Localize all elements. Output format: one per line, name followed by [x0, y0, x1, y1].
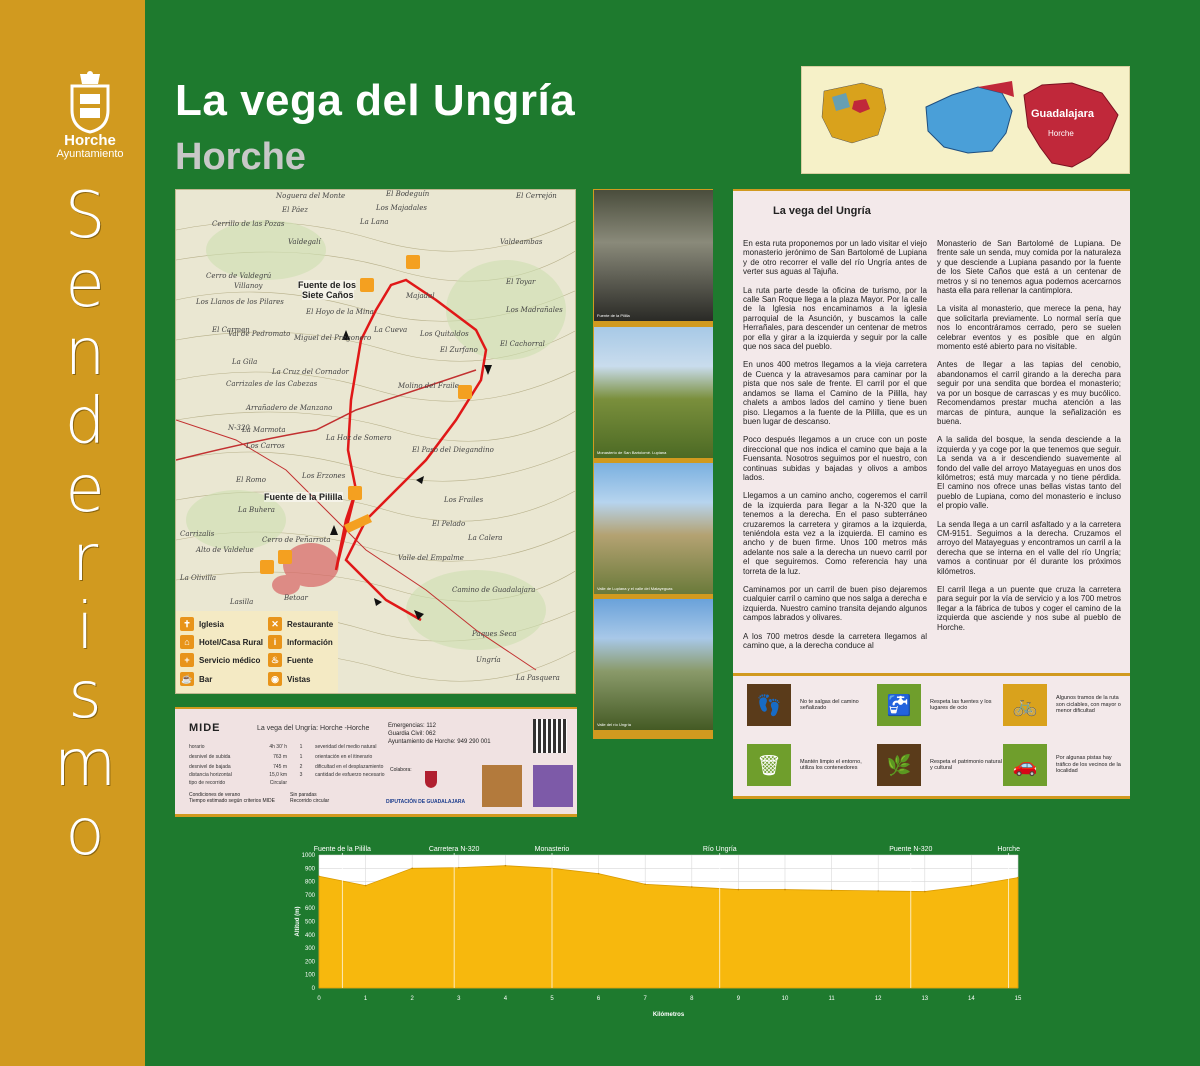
topo-label: Los Quitaldos [420, 330, 469, 338]
letter: s [68, 658, 102, 733]
vertical-word-senderismo [30, 179, 140, 870]
rule-text: Respeta el patrimonio natural y cultural [930, 758, 1002, 771]
paragraph: A los 700 metros desde la carretera llegamos al camino que, a la derecha conduce al [743, 631, 927, 651]
car-icon: 🚗 [1003, 744, 1047, 786]
topo-label: Noguera del Monte [276, 192, 346, 200]
rule-text: Algunos tramos de la ruta son ciclables, con mayor o menor dificultad [1056, 695, 1121, 715]
photo-caption: Fuente de la Pililla [597, 313, 630, 318]
legend-item: ◉ Vistas [268, 672, 310, 686]
topo-label: Cerrillo de las Pozas [212, 220, 285, 228]
topo-label: Molino del Fraile [398, 382, 459, 390]
route-arrow [374, 598, 382, 606]
contact-info: Emergencias: 112 Guardia Civil: 062 Ayuntamiento de Horche: 949 290 001 [388, 723, 491, 745]
legend-item: ⌂ Hotel/Casa Rural [180, 635, 263, 649]
letter: n [64, 316, 106, 390]
y-tick-label: 0 [311, 986, 315, 992]
elevation-point [738, 889, 740, 891]
map-label-siete-canos: Siete Caños [302, 290, 354, 300]
y-tick-label: 700 [304, 892, 315, 899]
photo-caption: Monasterio de San Bartolomé. Lupiana [597, 450, 667, 455]
bar-icon: ☕ [180, 672, 194, 686]
elevation-point [691, 886, 693, 888]
map-hotel-icon [260, 560, 274, 574]
mide-row: distancia horizontal 15,0 km 3 cantidad de esfuerzo necesario [189, 772, 385, 778]
x-tick-label: 4 [503, 996, 508, 1002]
elevation-point [411, 868, 413, 870]
church-icon: ✝ [180, 617, 194, 631]
letter: r [71, 521, 99, 596]
topo-label: El Toyar [506, 278, 536, 286]
paragraph: La senda llega a un carril asfaltado y a la carretera CM-9151. Seguimos a la derecha. Cruzamos el arroyo del Matayeguas y encontramos un carril a la derecha que se interna en el valle del río Ungría; vamos a continuar por él durante los próximos kilómetros. [937, 519, 1121, 576]
paragraph: Caminamos por un carril de buen piso dejaremos cualquier carril o camino que nos salga a derecha e izquierda. Nuestro camino transita dejando algunos campos labrados y olivares. [743, 585, 927, 623]
locator-map [801, 66, 1130, 174]
topo-label: La Lana [360, 218, 389, 226]
mide-info-box [175, 707, 577, 817]
elevation-point [598, 873, 600, 875]
topo-label: El Carmen [212, 326, 250, 334]
topo-label: Majadal [406, 292, 435, 300]
elevation-point [365, 885, 367, 887]
annotation-label: Carretera N-320 [428, 846, 480, 853]
x-tick-label: 10 [781, 996, 789, 1002]
qr-code-icon[interactable] [533, 719, 567, 753]
topo-label: El Romo [236, 476, 266, 484]
x-tick-label: 3 [457, 996, 461, 1002]
road-label: N-320 [228, 424, 250, 432]
topo-label: Carrizalis [180, 530, 215, 538]
letter: e [65, 453, 105, 527]
topo-label: Carrizales de las Cabezas [226, 380, 318, 388]
paragraph: Antes de llegar a las tapias del cenobio, abandonamos el carril girando a la derecha para seguir por una sendita que bordea el monasterio; va por un bosque de carrascas y es muy bucólico. Recomendamos prestar mucha atención a las marcas de pintura, aunque la señalización es buena. [937, 360, 1121, 426]
mide-row: horario 4h 30' h 1 severidad del medio natural [189, 744, 377, 750]
info-icon: i [268, 635, 282, 649]
photo-caption: Valle del río Ungría [597, 722, 631, 727]
y-axis-label: Altitud (m) [295, 906, 301, 937]
rule-item [877, 684, 1002, 726]
y-tick-label: 500 [304, 919, 315, 926]
topo-label: La Cueva [374, 326, 408, 334]
x-tick-label: 14 [968, 996, 975, 1002]
topo-label: El Zurfano [440, 346, 478, 354]
topo-label: La Olivilla [180, 574, 217, 582]
y-tick-label: 300 [304, 946, 315, 953]
photo-thumbnail [482, 765, 522, 807]
fountain-icon: ♨ [268, 653, 282, 667]
legend-item: ✝ Iglesia [180, 617, 224, 631]
y-tick-label: 200 [304, 959, 315, 966]
paragraph: El carril llega a un puente que cruza la carretera para seguir por la vía de servicio y a los 700 metros llegar a la fábrica de tubos y coger el camino de la izquierda que asciende y nos sube al pueblo de Horche. [937, 585, 1121, 632]
x-tick-label: 11 [828, 996, 835, 1002]
map-church-icon [278, 550, 292, 564]
letter: e [65, 247, 105, 322]
topo-label: Arrañadero de Manzano [246, 404, 333, 412]
spain-province-map-icon [802, 67, 1131, 175]
mide-stops: Sin paradas Recorrido circular [290, 792, 330, 804]
topo-label: Camino de Guadalajara [452, 586, 536, 594]
topo-label: Val de Pedromato [228, 330, 291, 338]
paragraph: Llegamos a un camino ancho, cogeremos el carril de la izquierda para llegar a la N-320 que la tenemos a la derecha. En el paso subterráneo cruzaremos la carretera y giramos a la izquierda, teniéndola esta vez a la izquierda. El camino es ancho y de buen firme. Unos 100 metros más adelante nos sale a la derecha un nuevo carril por el que seguiremos. Como referencia hay una torreta de la luz. [743, 491, 927, 576]
route-arrow [330, 525, 338, 535]
letter: o [65, 795, 105, 870]
rule-item [1003, 684, 1128, 726]
mide-tag: MIDE [189, 722, 221, 734]
x-tick-label: 7 [643, 996, 647, 1002]
description-column-1 [743, 239, 927, 659]
mide-row: desnivel de bajada 745 m 2 dificultad en el desplazamiento [189, 764, 384, 770]
trash-icon: 🗑 [747, 744, 791, 786]
letter: S [64, 179, 106, 253]
mide-conditions: Condiciones de verano Tiempo estimado según criterios MIDE [189, 792, 275, 804]
topo-label: Valdeambas [500, 238, 543, 246]
topo-label: Valle del Empalme [398, 554, 464, 562]
coat-of-arms-icon [423, 769, 439, 789]
x-tick-label: 12 [874, 996, 882, 1002]
topo-label: Los Madrañales [506, 306, 563, 314]
topo-label: La Buhera [238, 506, 275, 514]
map-label-siete-canos: Fuente de los [298, 280, 357, 290]
map-label-pililla: Fuente de la Pililla [264, 492, 343, 502]
topo-label: La Gila [232, 358, 258, 366]
viewpoint-icon: ◉ [268, 672, 282, 686]
rule-text: Respeta las fuentes y los lugares de ocio [930, 698, 992, 711]
tap-icon: 🚰 [877, 684, 921, 726]
rule-text: Por algunas pistas hay tráfico de los vecinos de la localidad [1056, 755, 1121, 775]
paragraph: Monasterio de San Bartolomé de Lupiana. De frente sale un senda, muy comida por la naturaleza y que desciende a Lupiana pasando por la fuente de los Siete Caños que está a un centenar de metros y si no tenemos agua podemos acercarnos hasta ella para rellenar la cantimplora. [937, 239, 1121, 296]
letter: i [76, 590, 94, 664]
hotel-icon: ⌂ [180, 635, 194, 649]
topo-label: Miguel del Pregonero [294, 334, 372, 342]
x-axis-label: Kilómetros [652, 1012, 685, 1018]
topo-label: La Pasquera [516, 674, 560, 682]
logo-subtitle: Ayuntamiento [56, 148, 124, 160]
legend-item: + Servicio médico [180, 653, 260, 667]
topo-label: Los Erzones [302, 472, 346, 480]
legend-item: i Información [268, 635, 333, 649]
topo-label: El Cachorral [500, 340, 545, 348]
topo-label: Villanoy [234, 282, 263, 290]
senderismo-logo [533, 765, 573, 807]
annotation-label: Horche [997, 846, 1020, 853]
route-description-panel [733, 189, 1130, 673]
route-arrow [416, 476, 424, 484]
letter: m [53, 727, 117, 801]
paragraph: En unos 400 metros llegamos a la vieja carretera de Cuenca y la atravesamos para caminar por la pista que nos sale de frente. El carril por el que andamos se llama el Camino de la Pililla, hay chalets a ambos lados del camino y tiene buen piso. Llegamos a la fuente de la Pililla, que es un buen lugar de descanso. [743, 360, 927, 426]
paragraph: A la salida del bosque, la senda desciende a la izquierda y ya coge por la que tenemos que seguir. La senda va a ir descendiendo suavemente al fondo del valle del arroyo Matayeguas en unos dos kilómetros; está muy marcada y no tiene pérdida. El camino nos ofrece unas bellas vistas tanto del pueblo de Lupiana, como del monasterio e incluso el propio valle. [937, 435, 1121, 511]
diputacion-label: DIPUTACIÓN DE GUADALAJARA [386, 799, 466, 805]
trail-rules-panel [733, 673, 1130, 799]
collaborators-label: Colabora: [390, 767, 412, 773]
topo-label: Los Llanos de los Pilares [196, 298, 284, 306]
mide-row: tipo de recorrido Circular [189, 780, 287, 786]
elevation-point [877, 890, 879, 892]
topo-label: Los Carros [246, 442, 285, 450]
logo-name: Horche [64, 132, 116, 149]
photo-strip [593, 189, 713, 739]
bicycle-icon: 🚲 [1003, 684, 1047, 726]
map-fountain-icon [406, 255, 420, 269]
rule-item [1003, 744, 1128, 786]
x-tick-label: 0 [317, 996, 321, 1002]
topo-label: Cerro de Peñarrota [262, 536, 331, 544]
rule-item [747, 744, 872, 786]
x-tick-label: 8 [690, 996, 694, 1002]
elevation-point [458, 867, 460, 869]
elevation-point [971, 885, 973, 887]
mide-route-name: La vega del Ungría: Horche -Horche [257, 725, 370, 732]
elevation-profile-chart [289, 838, 1030, 1020]
y-tick-label: 1000 [301, 853, 315, 859]
elevation-point [644, 883, 646, 885]
footprints-icon: 👣 [747, 684, 791, 726]
topo-label: El Bodeguín [386, 190, 430, 198]
map-fountain-icon [348, 486, 362, 500]
legend-item: ✕ Restaurante [268, 617, 333, 631]
page-subtitle: Horche [175, 136, 306, 178]
topo-label: La Hoz de Somero [326, 434, 392, 442]
letter: d [64, 384, 106, 459]
elevation-point [924, 891, 926, 893]
left-ochre-strip [0, 0, 145, 1066]
photo-caption: Valle de Lupiana y el valle del Matayeguas [597, 586, 673, 591]
annotation-label: Puente N-320 [889, 846, 933, 853]
rule-item [877, 744, 1002, 786]
route-arrow [484, 365, 492, 375]
paragraph: Poco después llegamos a un cruce con un poste direccional que nos indica el camino que baja a la Fuensanta. Nosotros seguimos por el nuestro, con continuas subidas y bajadas y olivos a ambos lados. [743, 435, 927, 482]
elevation-point [505, 865, 507, 867]
map-fountain-icon [360, 278, 374, 292]
y-tick-label: 600 [304, 906, 315, 913]
mide-row: desnivel de subida 763 m 1 orientación en el itinerario [189, 754, 373, 760]
photo-ungria-valley [594, 599, 713, 730]
legend-item: ♨ Fuente [268, 653, 313, 667]
topo-label: El Paso del Diegandino [412, 446, 494, 454]
photo-fountain [594, 190, 713, 321]
description-title: La vega del Ungría [773, 205, 871, 217]
medical-icon: + [180, 653, 194, 667]
map-viewpoint-icon [458, 385, 472, 399]
y-tick-label: 400 [304, 932, 315, 939]
topo-label: Betoar [284, 594, 308, 602]
y-tick-label: 800 [304, 879, 315, 886]
elevation-point [318, 875, 320, 877]
elevation-point [831, 889, 833, 891]
rule-item [747, 684, 872, 726]
annotation-label: Monasterio [534, 846, 570, 853]
paragraph: La ruta parte desde la oficina de turismo, por la calle San Roque llega a la plaza Mayor. Por la calle de la Iglesia nos encaminamos a la iglesia parroquial de la Asunción, y buscamos la calle Herrañales, para descender un centenar de metros por ella y girar a la izquierda y seguir por la calle que nos saca del pueblo. [743, 285, 927, 352]
topo-label: La Calera [468, 534, 503, 542]
town-label: Horche [1048, 129, 1074, 138]
x-tick-label: 9 [736, 996, 741, 1002]
y-tick-label: 100 [304, 972, 315, 979]
topo-label: Los Frailes [444, 496, 484, 504]
elevation-point [784, 889, 786, 891]
rule-text: No te salgas del camino señalizado [800, 698, 859, 711]
town-coat-of-arms-icon [60, 68, 120, 134]
topo-label: Los Majadales [376, 204, 427, 212]
x-tick-label: 15 [1014, 996, 1022, 1002]
topo-label: Cerro de Valdegrú [206, 272, 272, 280]
description-column-2 [937, 239, 1121, 641]
topo-label: Lasilla [230, 598, 254, 606]
paragraph: La visita al monasterio, que merece la pena, hay que solicitarla previamente. Lo normal sería que nos lo encontráramos cerrado, pero se suelen celebrar eventos y es posible que en algún momento esté abierto para no visitable. [937, 304, 1121, 352]
x-tick-label: 13 [921, 996, 929, 1002]
annotation-label: Río Ungría [702, 846, 737, 853]
topo-label: Paques Seca [472, 630, 517, 638]
x-tick-label: 2 [410, 996, 414, 1002]
page-title: La vega del Ungría [175, 76, 576, 125]
legend-item: ☕ Bar [180, 672, 212, 686]
topo-label: Ungría [476, 656, 501, 664]
topo-label: Valdegalí [288, 238, 321, 246]
map-legend [176, 611, 338, 693]
topo-label: La Marmota [242, 426, 286, 434]
elevation-point [1017, 877, 1019, 879]
annotation-label: Fuente de la Pililla [313, 846, 371, 853]
topo-label: Alto de Valdelue [196, 546, 254, 554]
rule-text: Mantén limpio el entorno, utiliza los contenedores [800, 758, 862, 771]
topo-label: El Hoyo de la Mina [306, 308, 374, 316]
restaurant-icon: ✕ [268, 617, 282, 631]
topo-label: El Cerrejón [516, 192, 557, 200]
topo-label: La Cruz del Cornador [272, 368, 349, 376]
photo-monastery [594, 327, 713, 458]
topo-label: El Páez [282, 206, 308, 214]
plant-icon: 🌿 [877, 744, 921, 786]
paragraph: En esta ruta proponemos por un lado visitar el viejo monasterio jerónimo de San Bartolomé de Lupiana y de otro recorrer el valle del río Ungría antes de verter sus aguas al Tajuña. [743, 239, 927, 277]
topo-label: El Pelado [432, 520, 466, 528]
x-tick-label: 1 [363, 996, 368, 1002]
photo-lupiana-valley [594, 463, 713, 594]
y-tick-label: 900 [304, 866, 315, 873]
x-tick-label: 5 [550, 996, 554, 1002]
province-label: Guadalajara [1031, 108, 1094, 120]
x-tick-label: 6 [596, 996, 601, 1002]
